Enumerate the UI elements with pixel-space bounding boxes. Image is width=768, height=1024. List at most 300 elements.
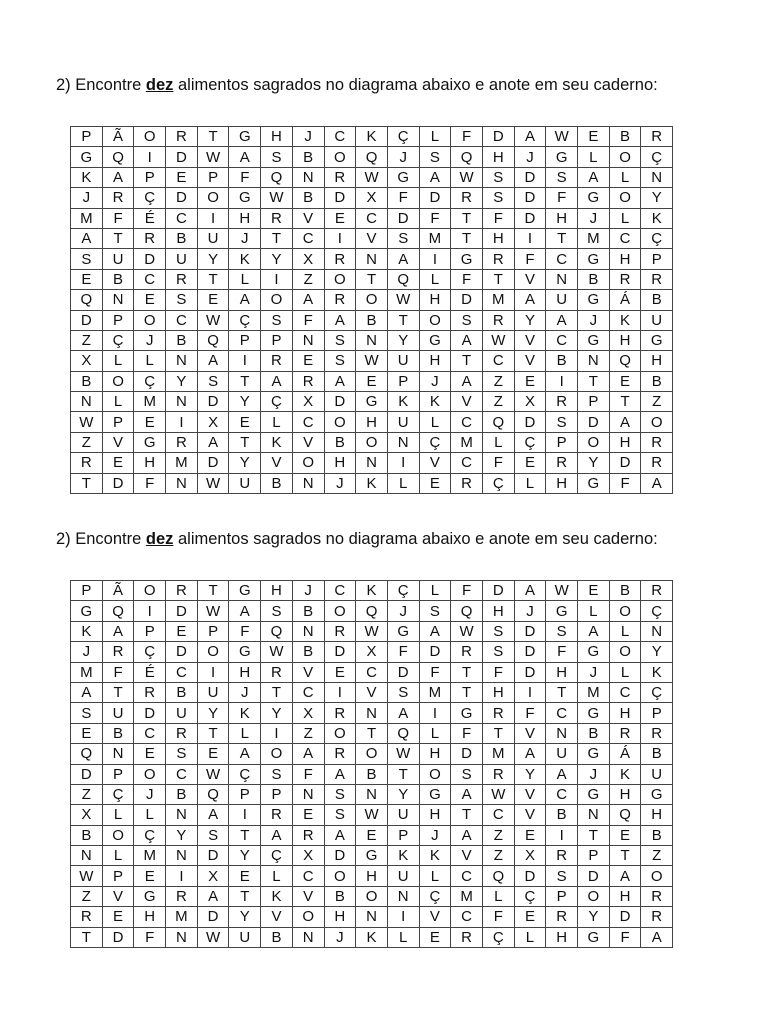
grid-cell: E <box>324 208 356 228</box>
grid-cell: J <box>71 642 103 662</box>
grid-cell: Z <box>71 886 103 906</box>
grid-cell: F <box>292 310 324 330</box>
grid-cell: P <box>102 866 134 886</box>
grid-cell: E <box>609 371 641 391</box>
grid-cell: O <box>134 764 166 784</box>
grid-cell: X <box>197 866 229 886</box>
grid-cell: A <box>451 784 483 804</box>
grid-cell: R <box>292 825 324 845</box>
grid-cell: Ç <box>229 310 261 330</box>
grid-cell: D <box>578 866 610 886</box>
grid-row <box>71 147 673 167</box>
grid-cell: U <box>546 744 578 764</box>
grid-cell: S <box>261 147 293 167</box>
grid-cell: R <box>102 188 134 208</box>
grid-cell: E <box>134 866 166 886</box>
grid-cell: O <box>102 825 134 845</box>
grid-cell: D <box>134 703 166 723</box>
grid-cell: S <box>387 228 419 248</box>
grid-cell: N <box>356 249 388 269</box>
grid-cell: D <box>166 188 198 208</box>
grid-cell: C <box>356 662 388 682</box>
grid-row <box>71 825 673 845</box>
grid-cell: N <box>166 846 198 866</box>
grid-cell: B <box>641 825 673 845</box>
grid-cell: G <box>641 784 673 804</box>
grid-cell: A <box>229 744 261 764</box>
grid-cell: F <box>482 453 514 473</box>
grid-cell: I <box>261 723 293 743</box>
grid-cell: O <box>324 723 356 743</box>
grid-cell: D <box>578 412 610 432</box>
grid-cell: C <box>546 784 578 804</box>
grid-cell: T <box>71 473 103 493</box>
grid-cell: W <box>546 581 578 601</box>
grid-cell: F <box>419 662 451 682</box>
grid-cell: L <box>609 167 641 187</box>
grid-cell: V <box>514 723 546 743</box>
grid-cell: N <box>356 907 388 927</box>
grid-cell: H <box>419 805 451 825</box>
grid-cell: G <box>578 249 610 269</box>
grid-cell: N <box>292 473 324 493</box>
grid-cell: S <box>451 310 483 330</box>
grid-cell: O <box>197 188 229 208</box>
grid-cell: G <box>578 703 610 723</box>
grid-cell: E <box>514 453 546 473</box>
grid-cell: S <box>482 167 514 187</box>
grid-cell: H <box>261 581 293 601</box>
grid-cell: A <box>102 621 134 641</box>
grid-row <box>71 846 673 866</box>
grid-cell: B <box>609 127 641 147</box>
grid-cell: S <box>482 188 514 208</box>
grid-cell: L <box>261 866 293 886</box>
grid-cell: Ç <box>514 432 546 452</box>
grid-row <box>71 432 673 452</box>
grid-cell: R <box>261 805 293 825</box>
grid-cell: Q <box>197 784 229 804</box>
instruction-keyword: dez <box>145 76 174 94</box>
grid-cell: E <box>609 825 641 845</box>
grid-cell: A <box>229 290 261 310</box>
grid-cell: G <box>229 581 261 601</box>
instruction-suffix: alimentos sagrados no diagrama abaixo e anote em seu caderno: <box>173 530 658 548</box>
grid-row <box>71 601 673 621</box>
grid-cell: V <box>102 432 134 452</box>
word-search-grid <box>70 126 673 494</box>
grid-cell: X <box>71 805 103 825</box>
grid-cell: O <box>609 147 641 167</box>
grid-row <box>71 392 673 412</box>
grid-cell: A <box>514 744 546 764</box>
grid-cell: C <box>324 581 356 601</box>
grid-cell: H <box>641 805 673 825</box>
grid-cell: W <box>261 188 293 208</box>
grid-cell: J <box>578 764 610 784</box>
grid-cell: O <box>134 127 166 147</box>
grid-cell: X <box>356 188 388 208</box>
grid-cell: W <box>451 167 483 187</box>
grid-cell: O <box>134 581 166 601</box>
grid-cell: L <box>578 147 610 167</box>
grid-cell: Y <box>229 907 261 927</box>
grid-cell: O <box>609 601 641 621</box>
grid-cell: H <box>134 453 166 473</box>
grid-cell: K <box>71 167 103 187</box>
grid-cell: W <box>71 866 103 886</box>
grid-cell: Q <box>356 147 388 167</box>
grid-cell: P <box>71 127 103 147</box>
grid-cell: O <box>578 432 610 452</box>
grid-cell: F <box>134 927 166 947</box>
grid-cell: O <box>261 744 293 764</box>
grid-cell: F <box>419 208 451 228</box>
grid-cell: H <box>609 432 641 452</box>
grid-cell: Ç <box>102 784 134 804</box>
grid-cell: C <box>292 228 324 248</box>
grid-cell: L <box>609 208 641 228</box>
grid-cell: M <box>71 662 103 682</box>
grid-cell: D <box>166 147 198 167</box>
grid-cell: A <box>102 167 134 187</box>
grid-cell: A <box>609 866 641 886</box>
grid-cell: L <box>578 601 610 621</box>
grid-cell: N <box>102 290 134 310</box>
grid-cell: L <box>102 351 134 371</box>
grid-cell: T <box>102 228 134 248</box>
grid-cell: N <box>356 330 388 350</box>
grid-cell: Q <box>482 412 514 432</box>
grid-cell: V <box>514 330 546 350</box>
grid-row <box>71 723 673 743</box>
grid-cell: I <box>197 208 229 228</box>
grid-cell: T <box>356 269 388 289</box>
grid-cell: G <box>451 703 483 723</box>
grid-cell: G <box>229 127 261 147</box>
grid-cell: H <box>229 662 261 682</box>
grid-cell: M <box>166 453 198 473</box>
grid-cell: P <box>641 703 673 723</box>
grid-cell: R <box>546 846 578 866</box>
grid-cell: E <box>514 825 546 845</box>
grid-cell: Ç <box>134 188 166 208</box>
grid-cell: P <box>546 886 578 906</box>
grid-cell: L <box>419 412 451 432</box>
grid-cell: R <box>166 723 198 743</box>
grid-cell: L <box>134 805 166 825</box>
grid-cell: V <box>514 784 546 804</box>
grid-cell: X <box>292 846 324 866</box>
grid-row <box>71 703 673 723</box>
grid-cell: X <box>292 703 324 723</box>
grid-cell: A <box>451 825 483 845</box>
grid-cell: I <box>514 228 546 248</box>
grid-cell: M <box>451 886 483 906</box>
grid-cell: G <box>546 147 578 167</box>
grid-cell: V <box>514 805 546 825</box>
grid-cell: T <box>482 723 514 743</box>
grid-cell: Ç <box>134 642 166 662</box>
grid-cell: A <box>71 682 103 702</box>
grid-cell: K <box>609 310 641 330</box>
grid-row <box>71 784 673 804</box>
grid-cell: W <box>197 473 229 493</box>
grid-cell: U <box>229 473 261 493</box>
grid-cell: H <box>609 249 641 269</box>
grid-cell: B <box>102 723 134 743</box>
grid-cell: R <box>261 662 293 682</box>
grid-cell: E <box>166 621 198 641</box>
grid-cell: G <box>546 601 578 621</box>
grid-cell: R <box>482 249 514 269</box>
grid-cell: A <box>387 249 419 269</box>
grid-cell: E <box>419 927 451 947</box>
grid-cell: A <box>324 371 356 391</box>
grid-cell: R <box>451 642 483 662</box>
grid-cell: Ç <box>102 330 134 350</box>
grid-cell: J <box>229 682 261 702</box>
grid-cell: E <box>71 269 103 289</box>
grid-cell: L <box>609 621 641 641</box>
grid-cell: C <box>356 208 388 228</box>
grid-cell: W <box>356 621 388 641</box>
grid-cell: M <box>134 846 166 866</box>
grid-cell: J <box>292 581 324 601</box>
grid-cell: U <box>102 249 134 269</box>
grid-cell: D <box>324 642 356 662</box>
grid-cell: P <box>261 330 293 350</box>
grid-cell: C <box>451 866 483 886</box>
grid-cell: A <box>229 601 261 621</box>
grid-cell: P <box>197 167 229 187</box>
grid-row <box>71 167 673 187</box>
grid-cell: H <box>546 927 578 947</box>
grid-row <box>71 228 673 248</box>
grid-cell: D <box>419 188 451 208</box>
grid-cell: S <box>166 290 198 310</box>
grid-cell: W <box>482 784 514 804</box>
grid-cell: Ç <box>641 147 673 167</box>
grid-cell: C <box>166 662 198 682</box>
grid-cell: S <box>71 703 103 723</box>
grid-cell: P <box>546 432 578 452</box>
grid-cell: N <box>356 703 388 723</box>
grid-cell: Q <box>102 147 134 167</box>
grid-cell: R <box>261 208 293 228</box>
grid-cell: T <box>578 371 610 391</box>
grid-cell: J <box>229 228 261 248</box>
grid-cell: R <box>324 744 356 764</box>
grid-cell: R <box>324 290 356 310</box>
grid-cell: P <box>387 371 419 391</box>
grid-cell: Q <box>71 744 103 764</box>
grid-cell: W <box>451 621 483 641</box>
grid-cell: N <box>71 846 103 866</box>
grid-cell: I <box>166 412 198 432</box>
grid-cell: G <box>578 290 610 310</box>
grid-cell: U <box>197 682 229 702</box>
grid-cell: L <box>387 927 419 947</box>
grid-cell: P <box>197 621 229 641</box>
grid-cell: U <box>387 866 419 886</box>
grid-row <box>71 473 673 493</box>
grid-cell: L <box>514 927 546 947</box>
grid-cell: A <box>578 621 610 641</box>
grid-cell: W <box>387 290 419 310</box>
grid-cell: P <box>578 392 610 412</box>
grid-cell: D <box>102 927 134 947</box>
grid-cell: P <box>387 825 419 845</box>
grid-cell: L <box>419 866 451 886</box>
grid-cell: G <box>451 249 483 269</box>
grid-cell: U <box>229 927 261 947</box>
grid-cell: C <box>292 866 324 886</box>
grid-cell: Ç <box>261 392 293 412</box>
grid-cell: W <box>197 310 229 330</box>
grid-cell: D <box>166 601 198 621</box>
grid-cell: G <box>578 642 610 662</box>
grid-cell: I <box>261 269 293 289</box>
grid-cell: Q <box>609 351 641 371</box>
grid-cell: A <box>451 371 483 391</box>
grid-cell: E <box>356 825 388 845</box>
grid-cell: P <box>641 249 673 269</box>
grid-cell: T <box>197 269 229 289</box>
grid-cell: S <box>71 249 103 269</box>
grid-cell: N <box>166 392 198 412</box>
grid-cell: R <box>71 453 103 473</box>
grid-cell: R <box>546 453 578 473</box>
grid-cell: O <box>102 371 134 391</box>
grid-cell: P <box>229 784 261 804</box>
grid-cell: Q <box>609 805 641 825</box>
grid-cell: D <box>451 290 483 310</box>
grid-cell: O <box>324 412 356 432</box>
grid-cell: F <box>482 907 514 927</box>
grid-cell: V <box>292 886 324 906</box>
grid-cell: I <box>546 825 578 845</box>
grid-cell: N <box>578 805 610 825</box>
grid-cell: F <box>482 208 514 228</box>
grid-cell: F <box>546 642 578 662</box>
grid-cell: C <box>451 453 483 473</box>
grid-row <box>71 188 673 208</box>
grid-cell: P <box>134 167 166 187</box>
grid-cell: M <box>134 392 166 412</box>
grid-cell: B <box>324 886 356 906</box>
grid-cell: E <box>166 167 198 187</box>
grid-cell: D <box>514 866 546 886</box>
grid-cell: T <box>609 392 641 412</box>
grid-cell: Q <box>261 621 293 641</box>
grid-cell: T <box>356 723 388 743</box>
grid-cell: R <box>166 269 198 289</box>
grid-cell: B <box>546 351 578 371</box>
grid-cell: Ç <box>482 927 514 947</box>
grid-cell: S <box>324 784 356 804</box>
grid-cell: G <box>387 621 419 641</box>
grid-cell: P <box>102 764 134 784</box>
grid-cell: S <box>261 764 293 784</box>
grid-row <box>71 330 673 350</box>
grid-cell: G <box>229 188 261 208</box>
grid-cell: Ç <box>641 682 673 702</box>
grid-row <box>71 662 673 682</box>
grid-cell: B <box>578 723 610 743</box>
grid-cell: W <box>482 330 514 350</box>
grid-cell: J <box>419 825 451 845</box>
grid-cell: Ç <box>419 886 451 906</box>
grid-cell: O <box>641 866 673 886</box>
grid-cell: H <box>609 703 641 723</box>
grid-cell: T <box>387 764 419 784</box>
grid-cell: O <box>356 432 388 452</box>
grid-cell: X <box>71 351 103 371</box>
grid-cell: I <box>134 601 166 621</box>
grid-cell: D <box>514 621 546 641</box>
grid-cell: R <box>641 723 673 743</box>
grid-cell: A <box>229 147 261 167</box>
grid-cell: I <box>324 228 356 248</box>
grid-cell: E <box>514 371 546 391</box>
grid-cell: V <box>514 269 546 289</box>
grid-cell: A <box>641 473 673 493</box>
grid-cell: B <box>261 473 293 493</box>
grid-cell: W <box>387 744 419 764</box>
grid-cell: I <box>419 249 451 269</box>
grid-cell: L <box>102 805 134 825</box>
grid-cell: Q <box>261 167 293 187</box>
grid-cell: D <box>134 249 166 269</box>
grid-cell: J <box>514 601 546 621</box>
grid-cell: J <box>578 208 610 228</box>
grid-cell: W <box>356 351 388 371</box>
grid-cell: Y <box>578 907 610 927</box>
grid-cell: F <box>292 764 324 784</box>
grid-cell: V <box>419 453 451 473</box>
grid-cell: A <box>546 764 578 784</box>
grid-cell: U <box>546 290 578 310</box>
grid-cell: M <box>451 432 483 452</box>
grid-cell: V <box>419 907 451 927</box>
grid-cell: G <box>229 642 261 662</box>
grid-cell: B <box>292 642 324 662</box>
grid-cell: K <box>387 846 419 866</box>
grid-cell: E <box>578 581 610 601</box>
grid-cell: J <box>71 188 103 208</box>
grid-cell: H <box>482 147 514 167</box>
grid-cell: S <box>451 764 483 784</box>
grid-cell: D <box>71 310 103 330</box>
grid-cell: R <box>641 127 673 147</box>
grid-cell: N <box>387 886 419 906</box>
grid-cell: L <box>514 473 546 493</box>
grid-cell: V <box>261 907 293 927</box>
grid-cell: T <box>451 351 483 371</box>
grid-cell: O <box>324 601 356 621</box>
grid-cell: D <box>324 188 356 208</box>
grid-cell: W <box>197 764 229 784</box>
grid-cell: N <box>102 744 134 764</box>
grid-cell: C <box>546 330 578 350</box>
grid-cell: A <box>419 167 451 187</box>
grid-cell: M <box>578 228 610 248</box>
grid-cell: I <box>546 371 578 391</box>
grid-cell: A <box>609 412 641 432</box>
grid-cell: Y <box>229 846 261 866</box>
grid-cell: Z <box>641 392 673 412</box>
